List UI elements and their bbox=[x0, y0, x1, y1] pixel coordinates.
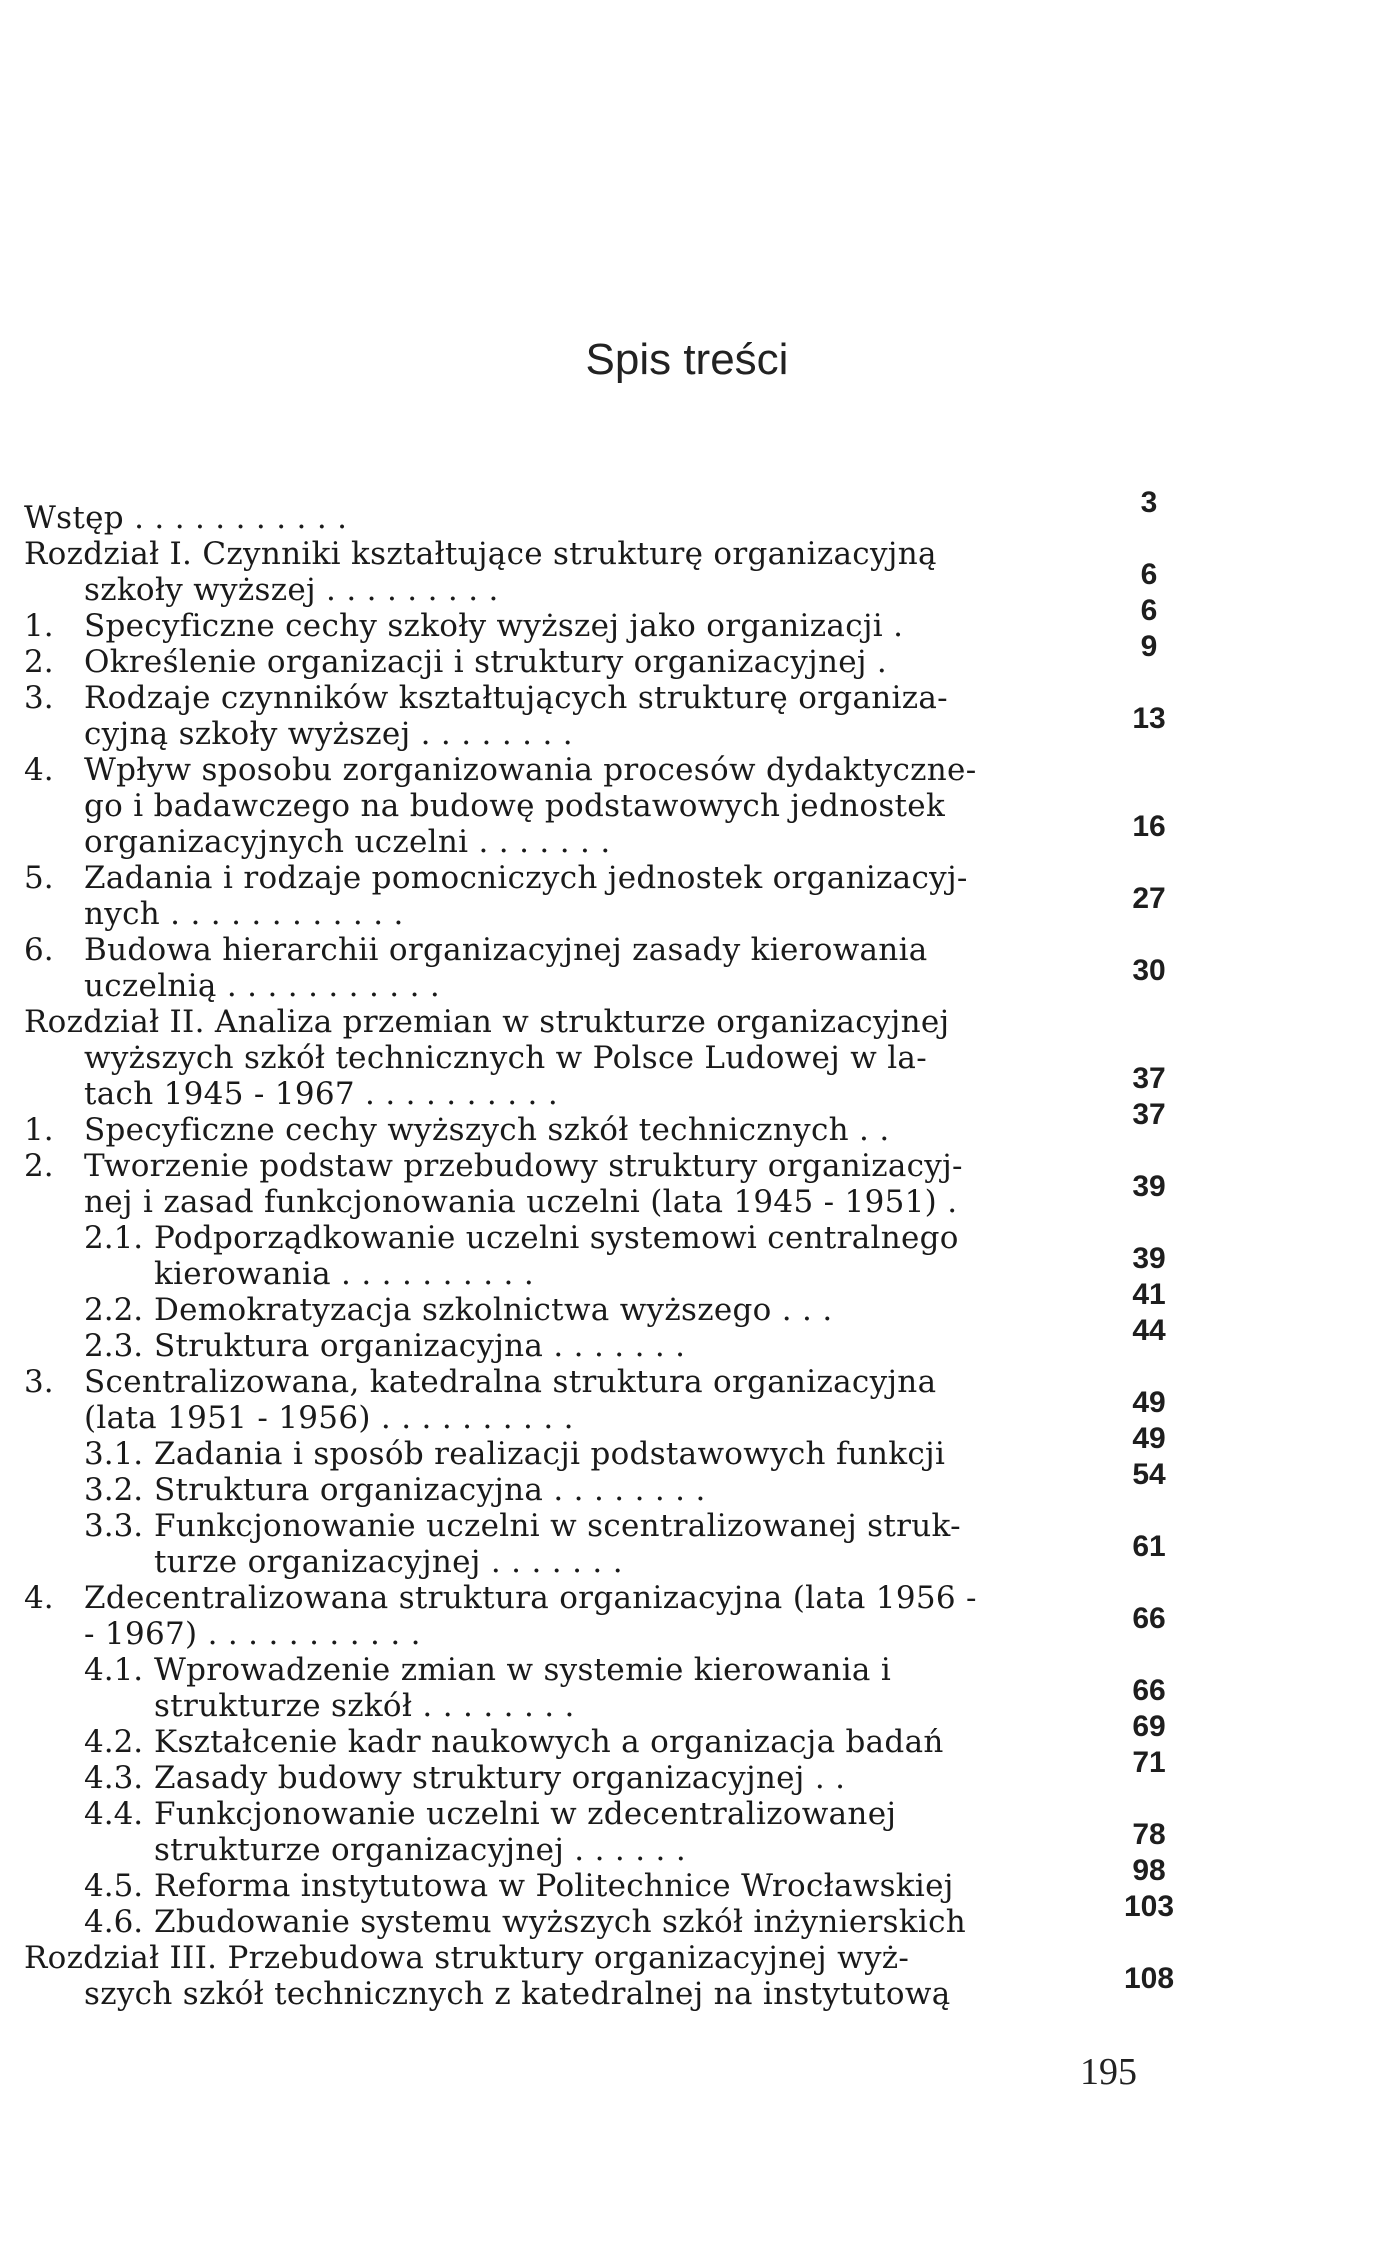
toc-page-number: 71 bbox=[1132, 1746, 1166, 1779]
toc-page-number: 69 bbox=[1132, 1710, 1166, 1743]
toc-page-number: 37 bbox=[1132, 1062, 1166, 1095]
toc-page-number: 98 bbox=[1132, 1854, 1166, 1887]
toc-entry-number: 4.4. bbox=[84, 1796, 144, 1832]
toc-page-number: 61 bbox=[1132, 1530, 1166, 1563]
toc-entry-line: Kształcenie kadr naukowych a organizacja badań bbox=[154, 1724, 944, 1760]
toc-entry-line: Demokratyzacja szkolnictwa wyższego . . . bbox=[154, 1292, 833, 1328]
toc-page-number: 37 bbox=[1132, 1098, 1166, 1131]
toc-entry-number: 6. bbox=[24, 932, 54, 968]
toc-page-number: 16 bbox=[1132, 810, 1166, 843]
toc-page-number: 66 bbox=[1132, 1674, 1166, 1707]
toc-page-number: 54 bbox=[1132, 1458, 1166, 1491]
toc-entry-line: Rozdział III. Przebudowa struktury organizacyjnej wyż- bbox=[24, 1940, 910, 1976]
toc-entry-line: Rozdział II. Analiza przemian w strukturze organizacyjnej bbox=[24, 1004, 950, 1040]
toc-entry-line: Wpływ sposobu zorganizowania procesów dydaktyczne- bbox=[84, 752, 977, 788]
toc-page-number: 6 bbox=[1140, 558, 1158, 591]
toc-entry-number: 2.1. bbox=[84, 1220, 144, 1256]
toc-entry-line: Rodzaje czynników kształtujących strukturę organiza- bbox=[84, 680, 948, 716]
toc-entry-number: 1. bbox=[24, 608, 54, 644]
toc-entry-line: Zadania i sposób realizacji podstawowych funkcji bbox=[154, 1436, 946, 1472]
toc-entry-number: 2. bbox=[24, 644, 54, 680]
toc-page-number: 39 bbox=[1132, 1170, 1166, 1203]
toc-entry-line: Budowa hierarchii organizacyjnej zasady kierowania bbox=[84, 932, 928, 968]
toc-entry-line: - 1967) . . . . . . . . . . . bbox=[84, 1616, 421, 1652]
toc-entry-number: 3.2. bbox=[84, 1472, 144, 1508]
toc-page-number: 13 bbox=[1132, 702, 1166, 735]
toc-page-number: 3 bbox=[1140, 486, 1158, 519]
toc-entry-line: nych . . . . . . . . . . . . bbox=[84, 896, 404, 932]
toc-page-number: 66 bbox=[1132, 1602, 1166, 1635]
toc-page-number: 49 bbox=[1132, 1422, 1166, 1455]
toc-entry-line: Rozdział I. Czynniki kształtujące strukturę organizacyjną bbox=[24, 536, 937, 572]
toc-entry-line: kierowania . . . . . . . . . . bbox=[154, 1256, 534, 1292]
toc-entry-number: 3. bbox=[24, 680, 54, 716]
toc-page-number: 6 bbox=[1140, 594, 1158, 627]
toc-entry-number: 4.6. bbox=[84, 1904, 144, 1940]
toc-entry-line: go i badawczego na budowę podstawowych jednostek bbox=[84, 788, 946, 824]
toc-entry-line: turze organizacyjnej . . . . . . . bbox=[154, 1544, 623, 1580]
toc-entry-line: Struktura organizacyjna . . . . . . . bbox=[154, 1328, 686, 1364]
toc-entry-line: Funkcjonowanie uczelni w scentralizowanej struk- bbox=[154, 1508, 961, 1544]
toc-page-number: 49 bbox=[1132, 1386, 1166, 1419]
toc-entry-line: szkoły wyższej . . . . . . . . . bbox=[84, 572, 499, 608]
toc-entry-line: strukturze organizacyjnej . . . . . . bbox=[154, 1832, 686, 1868]
toc-entry-number: 1. bbox=[24, 1112, 54, 1148]
toc-entry-line: Zadania i rodzaje pomocniczych jednostek organizacyj- bbox=[84, 860, 968, 896]
toc-entry-number: 2.3. bbox=[84, 1328, 144, 1364]
toc-entry-line: uczelnią . . . . . . . . . . . bbox=[84, 968, 441, 1004]
page-title: Spis treści bbox=[585, 335, 789, 384]
toc-entry-line: Określenie organizacji i struktury organizacyjnej . bbox=[84, 644, 888, 680]
toc-entry-number: 4.2. bbox=[84, 1724, 144, 1760]
toc-entry-line: Zdecentralizowana struktura organizacyjna (lata 1956 - bbox=[84, 1580, 977, 1616]
toc-entry-line: Wstęp . . . . . . . . . . . bbox=[24, 500, 348, 536]
toc-entry-number: 5. bbox=[24, 860, 54, 896]
toc-entry-number: 3. bbox=[24, 1364, 54, 1400]
toc-page-number: 44 bbox=[1132, 1314, 1166, 1347]
toc-entry-line: wyższych szkół technicznych w Polsce Ludowej w la- bbox=[84, 1040, 927, 1076]
toc-entry-line: Funkcjonowanie uczelni w zdecentralizowanej bbox=[154, 1796, 897, 1832]
toc-page-number: 30 bbox=[1132, 954, 1166, 987]
toc-entry-line: Tworzenie podstaw przebudowy struktury organizacyj- bbox=[84, 1148, 963, 1184]
toc-entry-line: Podporządkowanie uczelni systemowi centralnego bbox=[154, 1220, 959, 1256]
toc-entry-line: tach 1945 - 1967 . . . . . . . . . . bbox=[84, 1076, 558, 1112]
toc-entry-number: 4.1. bbox=[84, 1652, 144, 1688]
toc-page-number: 41 bbox=[1132, 1278, 1166, 1311]
toc-entry-line: (lata 1951 - 1956) . . . . . . . . . . bbox=[84, 1400, 574, 1436]
toc-page-number: 9 bbox=[1140, 630, 1158, 663]
page-number: 195 bbox=[1080, 2051, 1137, 2093]
toc-entry-line: strukturze szkół . . . . . . . . bbox=[154, 1688, 575, 1724]
toc-page-number: 108 bbox=[1123, 1962, 1175, 1995]
toc-entry-line: szych szkół technicznych z katedralnej na instytutową bbox=[84, 1976, 951, 2012]
toc-page-number: 27 bbox=[1132, 882, 1166, 915]
toc-entry-line: organizacyjnych uczelni . . . . . . . bbox=[84, 824, 611, 860]
toc-entry-number: 3.3. bbox=[84, 1508, 144, 1544]
toc-entry-line: nej i zasad funkcjonowania uczelni (lata 1945 - 1951) . bbox=[84, 1184, 958, 1220]
toc-entry-line: Zbudowanie systemu wyższych szkół inżynierskich bbox=[154, 1904, 967, 1940]
toc-page-number: 78 bbox=[1132, 1818, 1166, 1851]
toc-entry-number: 4. bbox=[24, 752, 54, 788]
toc-entry-number: 3.1. bbox=[84, 1436, 144, 1472]
toc-page-number: 103 bbox=[1123, 1890, 1175, 1923]
toc-entry-line: Scentralizowana, katedralna struktura organizacyjna bbox=[84, 1364, 937, 1400]
toc-entry-number: 2.2. bbox=[84, 1292, 144, 1328]
toc-entry-line: Specyficzne cechy wyższych szkół technicznych . . bbox=[84, 1112, 890, 1148]
toc-entry-line: Wprowadzenie zmian w systemie kierowania i bbox=[154, 1652, 892, 1688]
toc-entry-line: Zasady budowy struktury organizacyjnej . . bbox=[154, 1760, 846, 1796]
toc-entry-line: Struktura organizacyjna . . . . . . . . bbox=[154, 1472, 706, 1508]
toc-entry-line: Specyficzne cechy szkoły wyższej jako organizacji . bbox=[84, 608, 904, 644]
toc-entry-line: Reforma instytutowa w Politechnice Wrocławskiej bbox=[154, 1868, 954, 1904]
toc-page-number: 39 bbox=[1132, 1242, 1166, 1275]
toc-entry-number: 2. bbox=[24, 1148, 54, 1184]
toc-entry-line: cyjną szkoły wyższej . . . . . . . . bbox=[84, 716, 573, 752]
toc-entry-number: 4.5. bbox=[84, 1868, 144, 1904]
toc-entry-number: 4.3. bbox=[84, 1760, 144, 1796]
toc-entry-number: 4. bbox=[24, 1580, 54, 1616]
